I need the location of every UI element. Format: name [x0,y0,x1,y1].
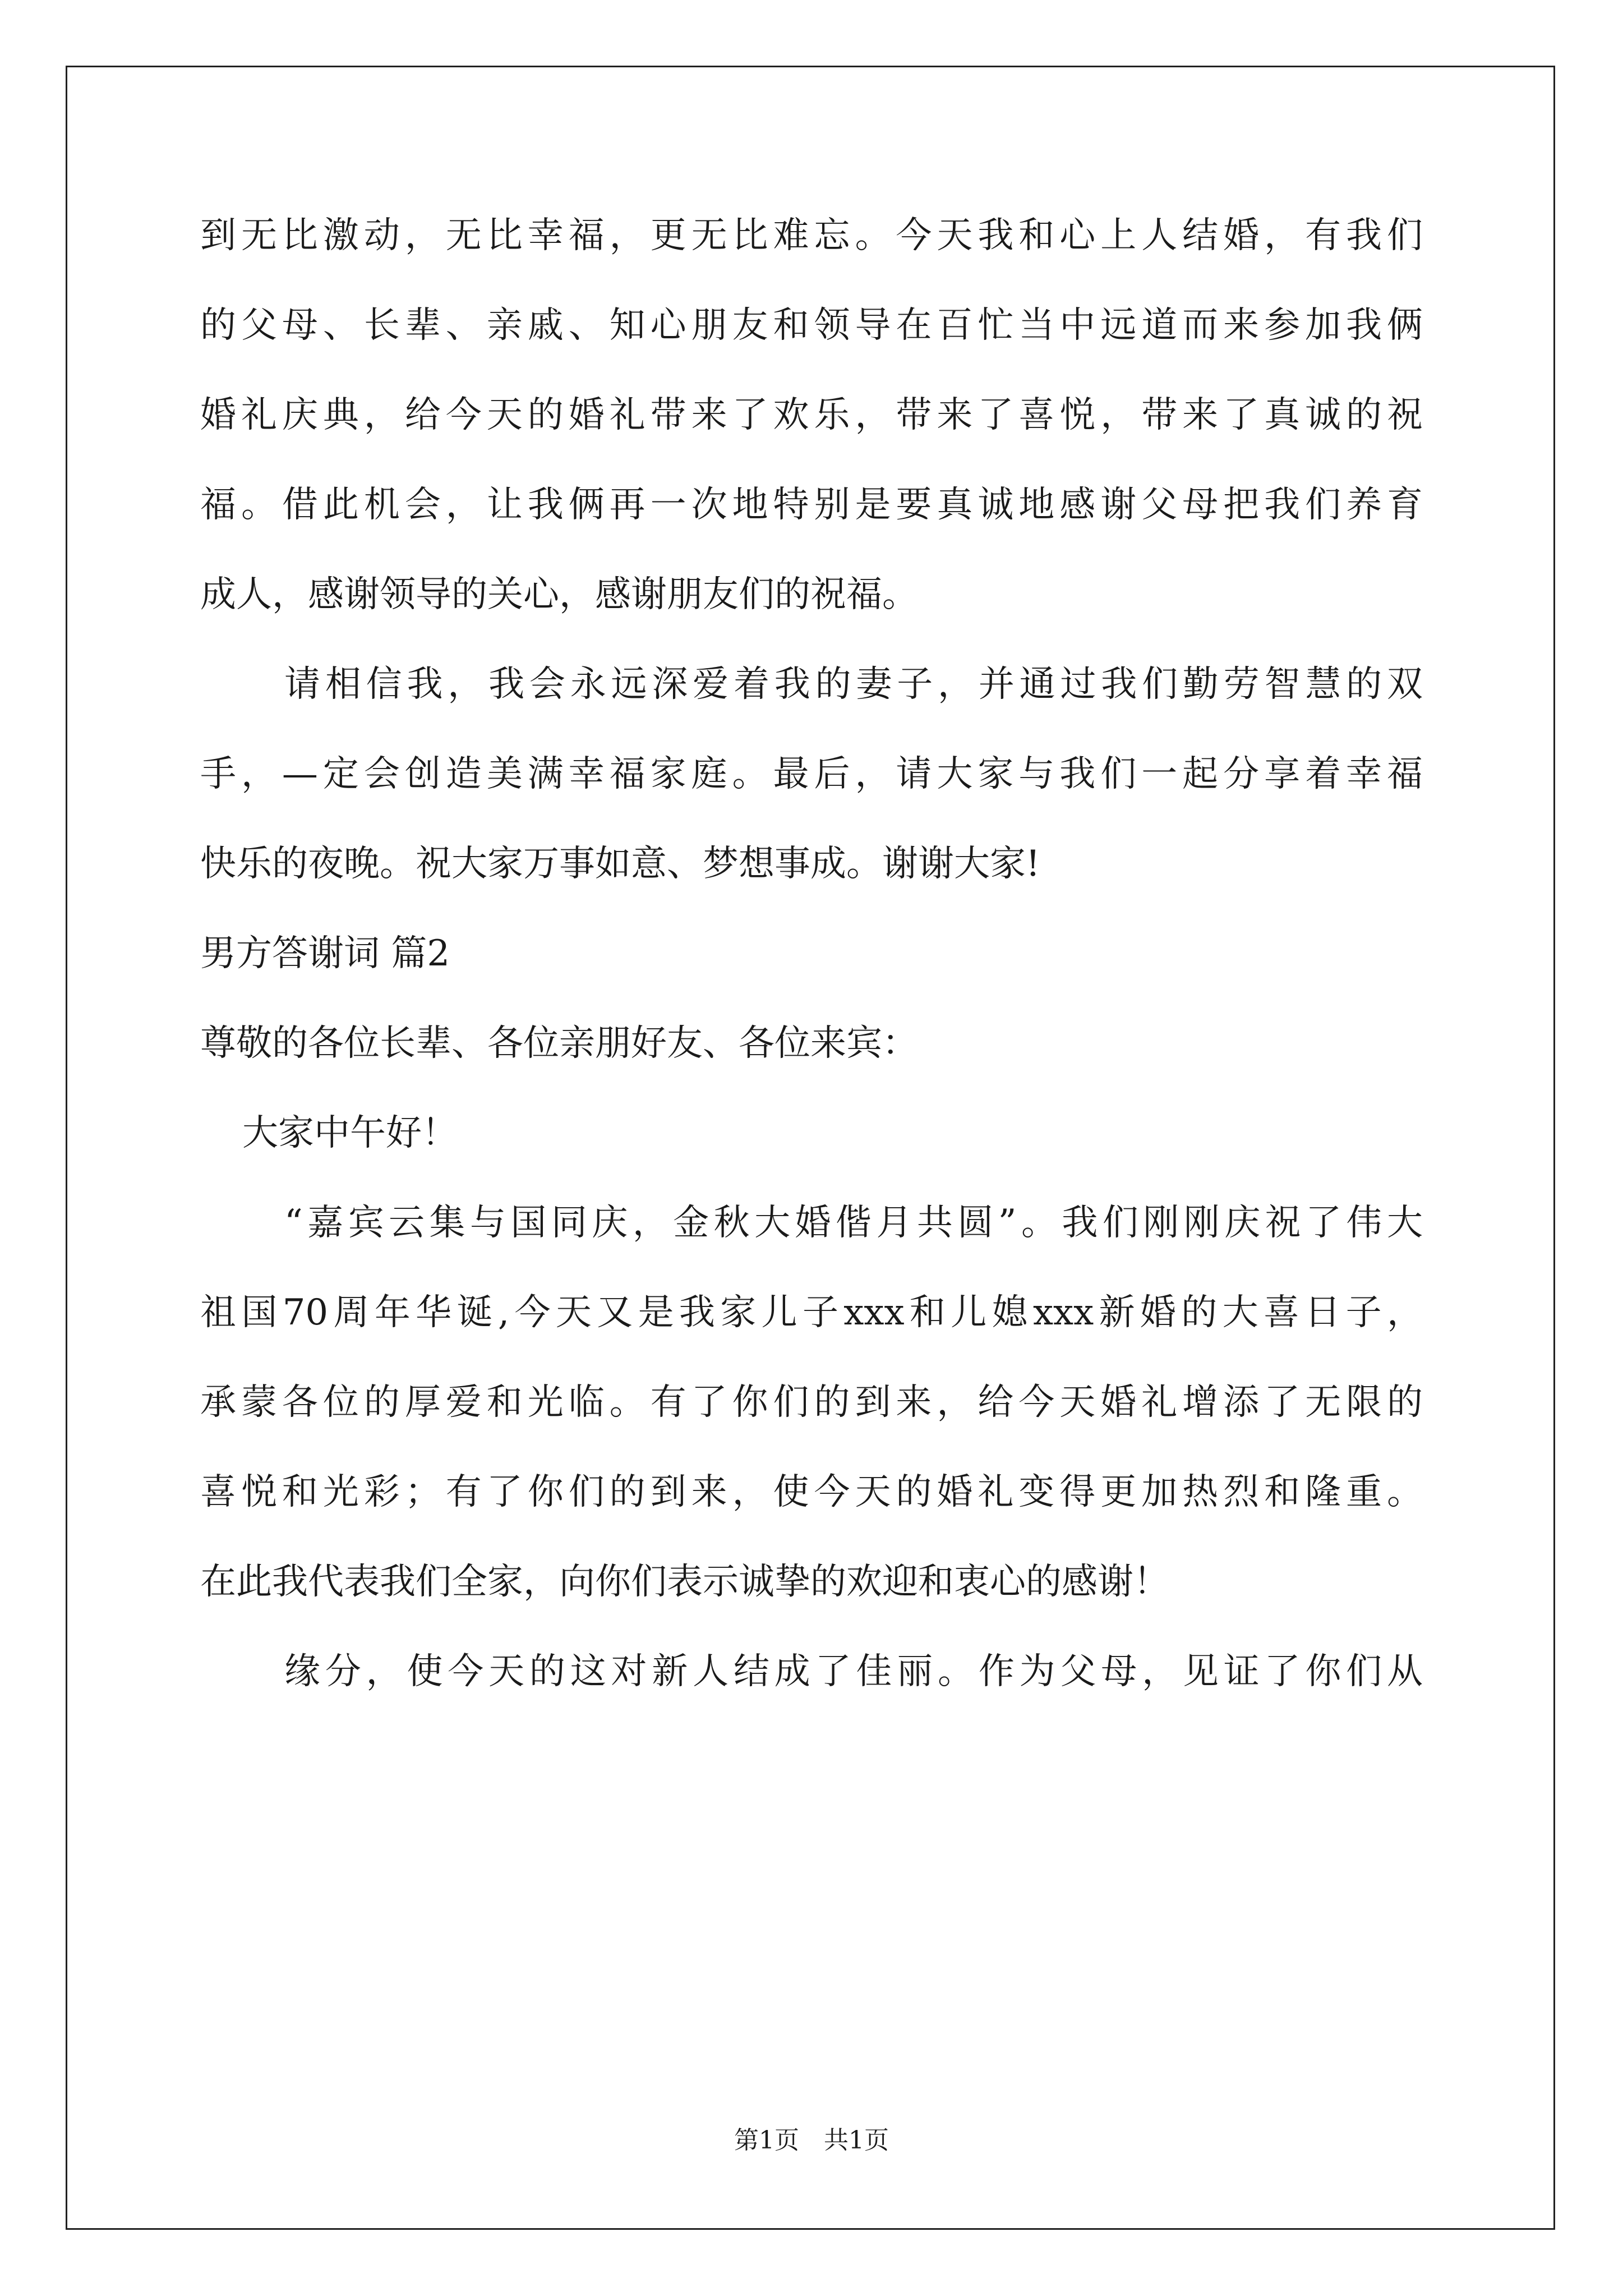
section-heading: 男方答谢词 篇2 [200,933,450,974]
paragraph-line: 成人，感谢领导的关心，感谢朋友们的祝福。 [200,574,918,615]
paragraph-line: 在此我代表我们全家，向你们表示诚挚的欢迎和衷心的感谢！ [200,1561,1169,1603]
paragraph-line: 承蒙各位的厚爱和光临。有了你们的到来，给今天婚礼增添了无限的 [200,1382,1423,1423]
paragraph-line: 婚礼庆典，给今天的婚礼带来了欢乐，带来了喜悦，带来了真诚的祝 [200,394,1423,436]
paragraph-line: “嘉宾云集与国同庆，金秋大婚偕月共圆”。我们刚刚庆祝了伟大 [284,1202,1423,1244]
paragraph-line: 缘分，使今天的这对新人结成了佳丽。作为父母，见证了你们从 [284,1651,1423,1692]
paragraph-line: 手，—定会创造美满幸福家庭。最后，请大家与我们一起分享着幸福 [200,753,1423,795]
paragraph-line: 请相信我，我会永远深爱着我的妻子，并通过我们勤劳智慧的双 [284,664,1423,705]
paragraph-line: 的父母、长辈、亲戚、知心朋友和领导在百忙当中远道而来参加我俩 [200,305,1423,346]
greeting: 大家中午好！ [242,1112,458,1154]
paragraph-line: 福。借此机会，让我俩再一次地特别是要真诚地感谢父母把我们养育 [200,484,1423,526]
paragraph-line: 喜悦和光彩；有了你们的到来，使今天的婚礼变得更加热烈和隆重。 [200,1471,1423,1513]
paragraph-line: 到无比激动，无比幸福，更无比难忘。今天我和心上人结婚，有我们 [200,215,1423,256]
salutation: 尊敬的各位长辈、各位亲朋好友、各位来宾： [200,1023,918,1064]
paragraph-line: 祖国70周年华诞,今天又是我家儿子xxx和儿媳xxx新婚的大喜日子， [200,1292,1423,1333]
paragraph-line: 快乐的夜晚。祝大家万事如意、梦想事成。谢谢大家! [200,843,1040,885]
page-number-footer: 第1页 共1页 [734,2126,889,2155]
